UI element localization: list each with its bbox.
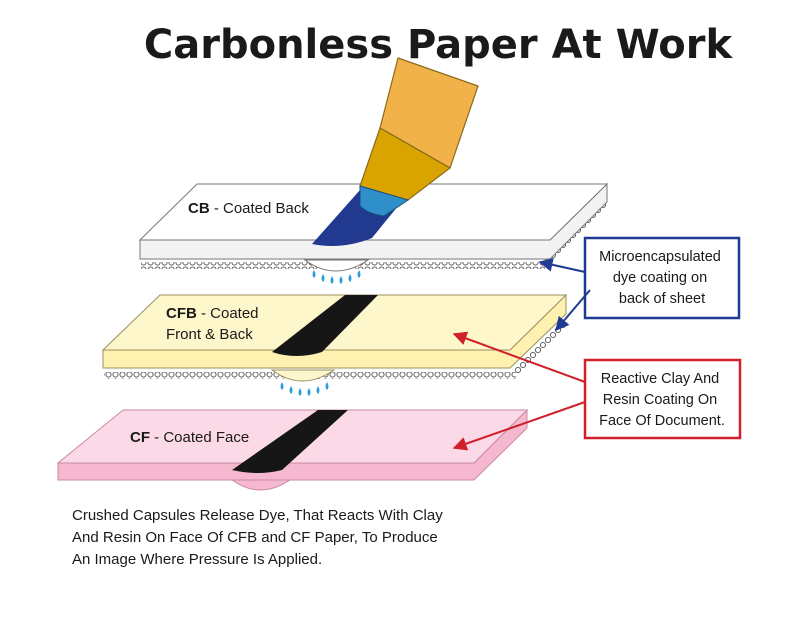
caption-line-1: Crushed Capsules Release Dye, That Reacts With Clay [72,507,443,524]
caption-line-2: And Resin On Face Of CFB and CF Paper, To Produce [72,529,438,546]
cf-sheet [58,410,527,490]
cf-label [130,429,249,446]
dye-callout-line-2: dye coating on [612,270,708,286]
cb-dye-droplets [313,270,361,284]
cfb-dye-droplets [281,382,329,396]
cfb-dent [272,370,334,381]
cfb-label-desc1: - Coated [196,305,259,322]
clay-callout-line-3: Face Of Document. [599,413,725,429]
cfb-label-code: CFB [166,305,197,322]
caption [72,507,447,568]
cf-label-desc: - Coated Face [150,429,250,446]
caption-line-3: An Image Where Pressure Is Applied. [72,551,323,568]
cb-label-desc: - Coated Back [209,200,309,217]
svg-text:Reactive Clay And Resin [599,371,725,429]
clay-callout-line-1: Reactive Clay And [600,371,720,387]
page-title: Carbonless Paper At Work [143,22,733,68]
dye-callout [540,238,739,330]
clay-callout-line-2: Resin Coating On [602,392,718,408]
dye-callout-line-3: back of sheet [618,291,706,307]
cf-label-code: CF [130,429,150,446]
cb-label [188,200,309,217]
dye-callout-line-1: Microencapsulated [599,249,721,265]
cf-dent [232,480,290,490]
dye-arrow-top [540,262,585,272]
cfb-label-desc2: Front & Back [166,326,253,343]
cb-dent [305,260,368,271]
cb-label-code: CB [188,200,210,217]
